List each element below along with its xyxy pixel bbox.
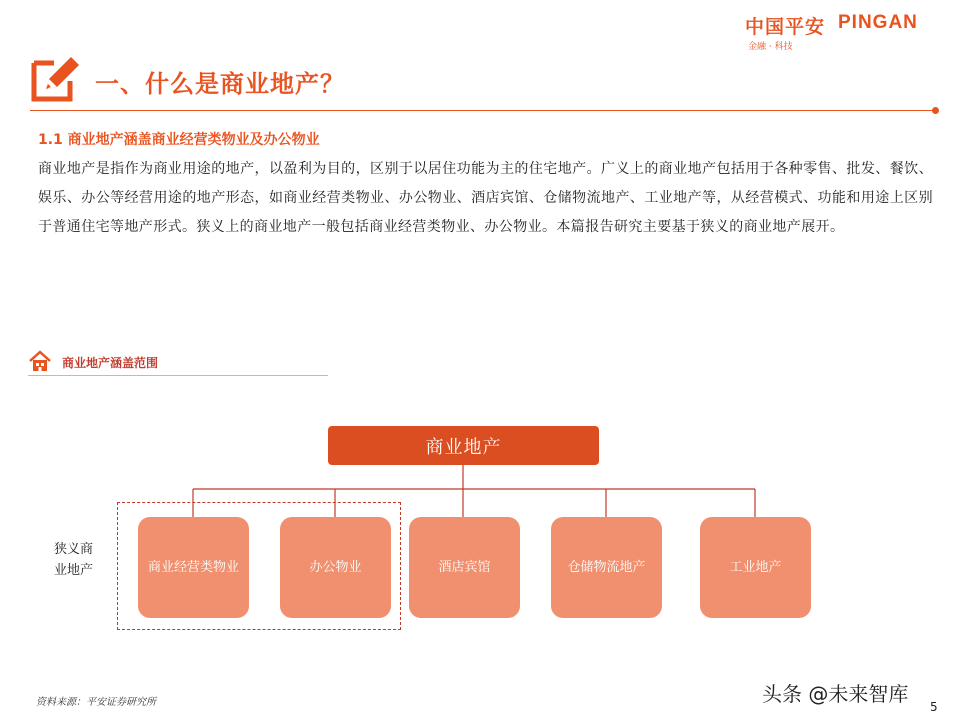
watermark: 头条 @未来智库 bbox=[762, 682, 909, 706]
diagram-node-hotel: 酒店宾馆 bbox=[409, 517, 520, 618]
diagram-node-logistics: 仓储物流地产 bbox=[551, 517, 662, 618]
logo-english: PINGAN bbox=[838, 12, 918, 33]
narrow-scope-label: 狭义商业地产 bbox=[54, 542, 94, 578]
diagram-node-office: 办公物业 bbox=[280, 517, 391, 618]
section-body: 商业地产是指作为商业用途的地产，以盈利为目的，区别于以居住功能为主的住宅地产。广义上的商业地产包括用于各种零售、批发、餐饮、娱乐、办公等经营用途的地产形态，如商业经营类物业、办公物业、酒店宾馆、仓储物流地产、工业地产等，从经营模式、功能和用途上区别于普通住宅等地产形式。狭义上的商业地产一般包括商业经营类物业、办公物业。本篇报告研究主要基于狭义的商业地产展开。 bbox=[38, 161, 933, 235]
source-note: 资料来源：平安证券研究所 bbox=[36, 697, 156, 708]
logo-chinese: 中国平安 bbox=[745, 16, 826, 38]
chart-title: 商业地产涵盖范围 bbox=[62, 356, 159, 370]
page-number: 5 bbox=[930, 700, 938, 714]
logo-tagline: 金融 · 科技 bbox=[748, 42, 793, 52]
diagram-node-commercial: 商业经营类物业 bbox=[138, 517, 249, 618]
section-heading: 1.1 商业地产涵盖商业经营类物业及办公物业 bbox=[38, 132, 320, 148]
diagram-node-industrial: 工业地产 bbox=[700, 517, 811, 618]
page-title: 一、什么是商业地产？ bbox=[95, 69, 345, 98]
diagram-root-node: 商业地产 bbox=[328, 426, 599, 465]
